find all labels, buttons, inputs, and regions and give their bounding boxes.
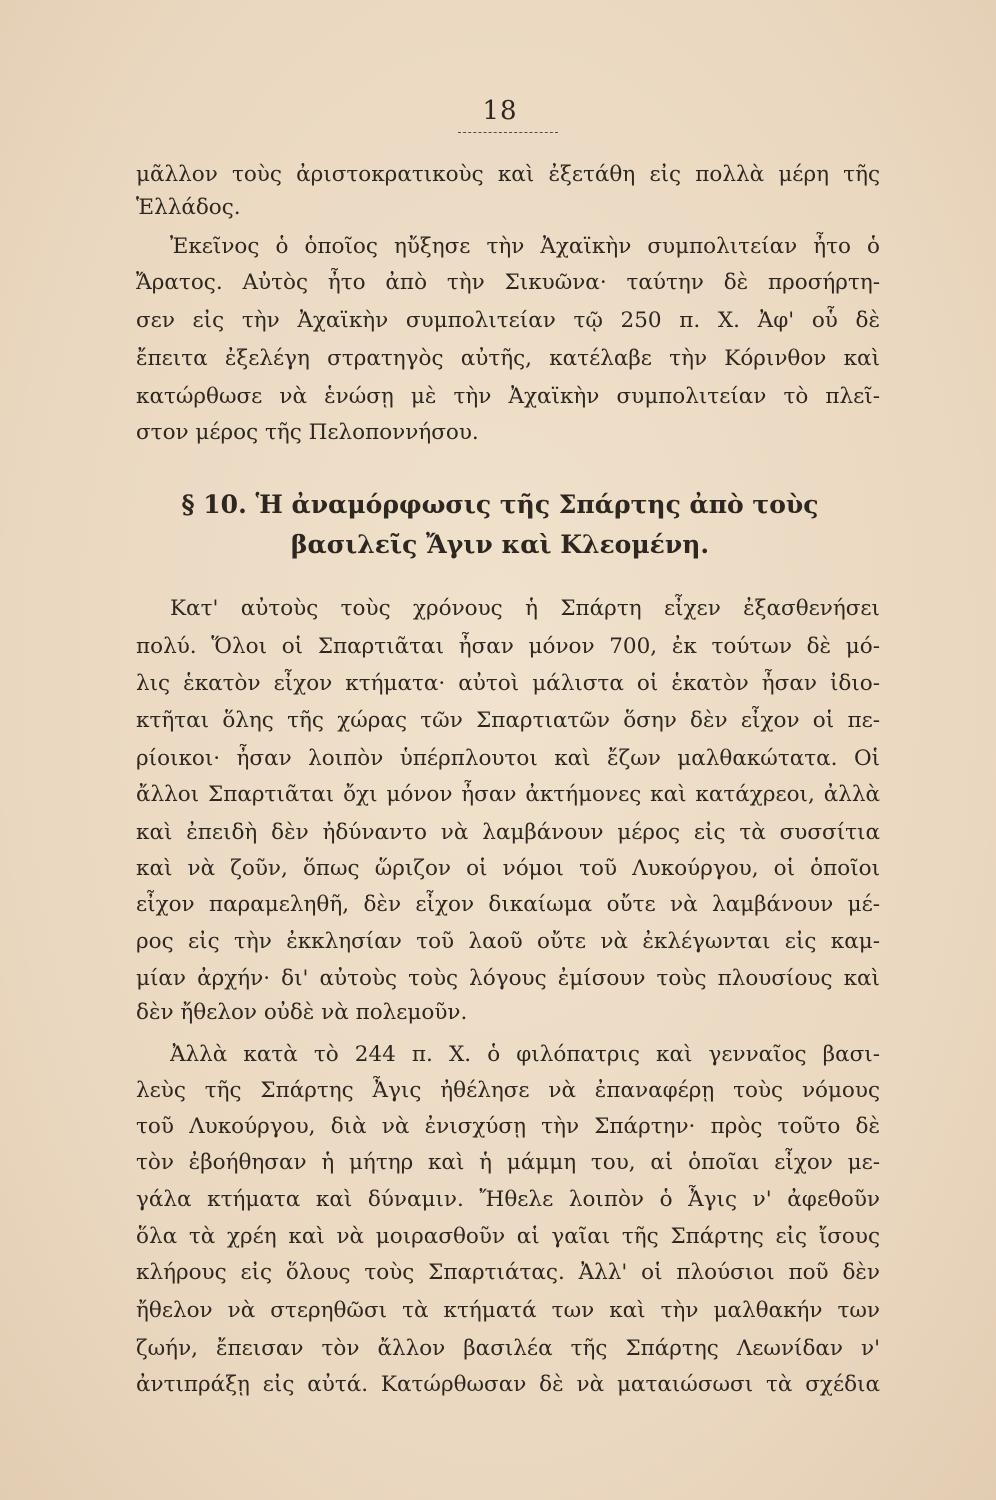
text-line: δὲν ἤθελον οὐδὲ νὰ πολεμοῦν.: [136, 1000, 468, 1025]
page-number: 18: [482, 96, 518, 126]
section-heading-line-2: βασιλεῖς Ἄγιν καὶ Κλεομένη.: [290, 530, 710, 559]
text-line: Ἑλλάδος.: [136, 195, 241, 220]
text-line: ζωήν, ἔπεισαν τὸν ἄλλον βασιλέα τῆς Σπάρτης Λεωνίδαν ν': [136, 1336, 880, 1361]
text-line: λεὺς τῆς Σπάρτης Ἆγις ἠθέλησε νὰ ἐπαναφέρῃ τοὺς νόμους: [136, 1078, 880, 1103]
text-line: γάλα κτήματα καὶ δύναμιν. Ἤθελε λοιπὸν ὁ Ἆγις ν' ἀφεθοῦν: [136, 1187, 880, 1212]
text-line: Ἀλλὰ κατὰ τὸ 244 π. Χ. ὁ φιλόπατρις καὶ γενναῖος βασι-: [170, 1042, 880, 1067]
text-line: πολύ. Ὅλοι οἱ Σπαρτιᾶται ἦσαν μόνον 700, ἐκ τούτων δὲ μό-: [136, 634, 880, 659]
text-line: ἄλλοι Σπαρτιᾶται ὄχι μόνον ἦσαν ἀκτήμονες καὶ κατάχρεοι, ἀλλὰ: [136, 782, 880, 807]
text-line: ρίοικοι· ἦσαν λοιπὸν ὑπέρπλουτοι καὶ ἔζων μαλθακώτατα. Οἱ: [136, 746, 880, 771]
text-line: κλήρους εἰς ὅλους τοὺς Σπαρτιάτας. Ἀλλ' οἱ πλούσιοι ποῦ δὲν: [136, 1260, 880, 1285]
text-line: σεν εἰς τὴν Ἀχαϊκὴν συμπολιτείαν τῷ 250 π. Χ. Ἀφ' οὗ δὲ: [136, 308, 880, 333]
text-line: κτῆται ὅλης τῆς χώρας τῶν Σπαρτιατῶν ὅσην δὲν εἶχον οἱ πε-: [136, 708, 880, 733]
text-line: ἔπειτα ἐξελέγη στρατηγὸς αὐτῆς, κατέλαβε τὴν Κόρινθον καὶ: [136, 346, 880, 371]
text-line: ἀντιπράξῃ εἰς αὐτά. Κατώρθωσαν δὲ νὰ ματαιώσωσι τὰ σχέδια: [136, 1372, 880, 1397]
text-line: μᾶλλον τοὺς ἀριστοκρατικοὺς καὶ ἐξετάθη εἰς πολλὰ μέρη τῆς: [136, 162, 880, 187]
text-line: καὶ ἐπειδὴ δὲν ἠδύναντο νὰ λαμβάνουν μέρος εἰς τὰ συσσίτια: [136, 820, 880, 845]
text-line: Κατ' αὐτοὺς τοὺς χρόνους ἡ Σπάρτη εἶχεν ἐξασθενήσει: [170, 596, 880, 621]
text-line: καὶ νὰ ζοῦν, ὅπως ὥριζον οἱ νόμοι τοῦ Λυκούργου, οἱ ὁποῖοι: [136, 856, 880, 881]
text-line: κατώρθωσε νὰ ἑνώσῃ μὲ τὴν Ἀχαϊκὴν συμπολιτείαν τὸ πλεῖ-: [136, 384, 880, 409]
section-heading-line-1: § 10. Ἡ ἀναμόρφωσις τῆς Σπάρτης ἀπὸ τοὺς: [181, 490, 819, 519]
text-line: ἤθελον νὰ στερηθῶσι τὰ κτήματά των καὶ τὴν μαλθακήν των: [136, 1298, 880, 1323]
text-line: στον μέρος τῆς Πελοποννήσου.: [136, 420, 479, 445]
text-line: τὸν ἐβοήθησαν ἡ μήτηρ καὶ ἡ μάμμη του, αἱ ὁποῖαι εἶχον με-: [136, 1150, 880, 1175]
text-line: λις ἑκατὸν εἶχον κτήματα· αὐτοὶ μάλιστα οἱ ἑκατὸν ἦσαν ἰδιο-: [136, 671, 880, 696]
text-line: τοῦ Λυκούργου, διὰ νὰ ἐνισχύσῃ τὴν Σπάρτην· πρὸς τοῦτο δὲ: [136, 1114, 880, 1139]
text-line: εἶχον παραμεληθῆ, δὲν εἶχον δικαίωμα οὔτε νὰ λαμβάνουν μέ-: [136, 892, 880, 917]
text-line: ρος εἰς τὴν ἐκκλησίαν τοῦ λαοῦ οὔτε νὰ ἐκλέγωνται εἰς καμ-: [136, 929, 880, 954]
text-line: Ἐκεῖνος ὁ ὁποῖος ηὔξησε τὴν Ἀχαϊκὴν συμπολιτείαν ἦτο ὁ: [170, 234, 880, 259]
text-line: μίαν ἀρχήν· δι' αὐτοὺς τοὺς λόγους ἐμίσουν τοὺς πλουσίους καὶ: [136, 966, 880, 991]
text-line: Ἄρατος. Αὐτὸς ἦτο ἀπὸ τὴν Σικυῶνα· ταύτην δὲ προσήρτη-: [136, 270, 880, 295]
text-line: ὅλα τὰ χρέη καὶ νὰ μοιρασθοῦν αἱ γαῖαι τῆς Σπάρτης εἰς ἴσους: [136, 1224, 880, 1249]
